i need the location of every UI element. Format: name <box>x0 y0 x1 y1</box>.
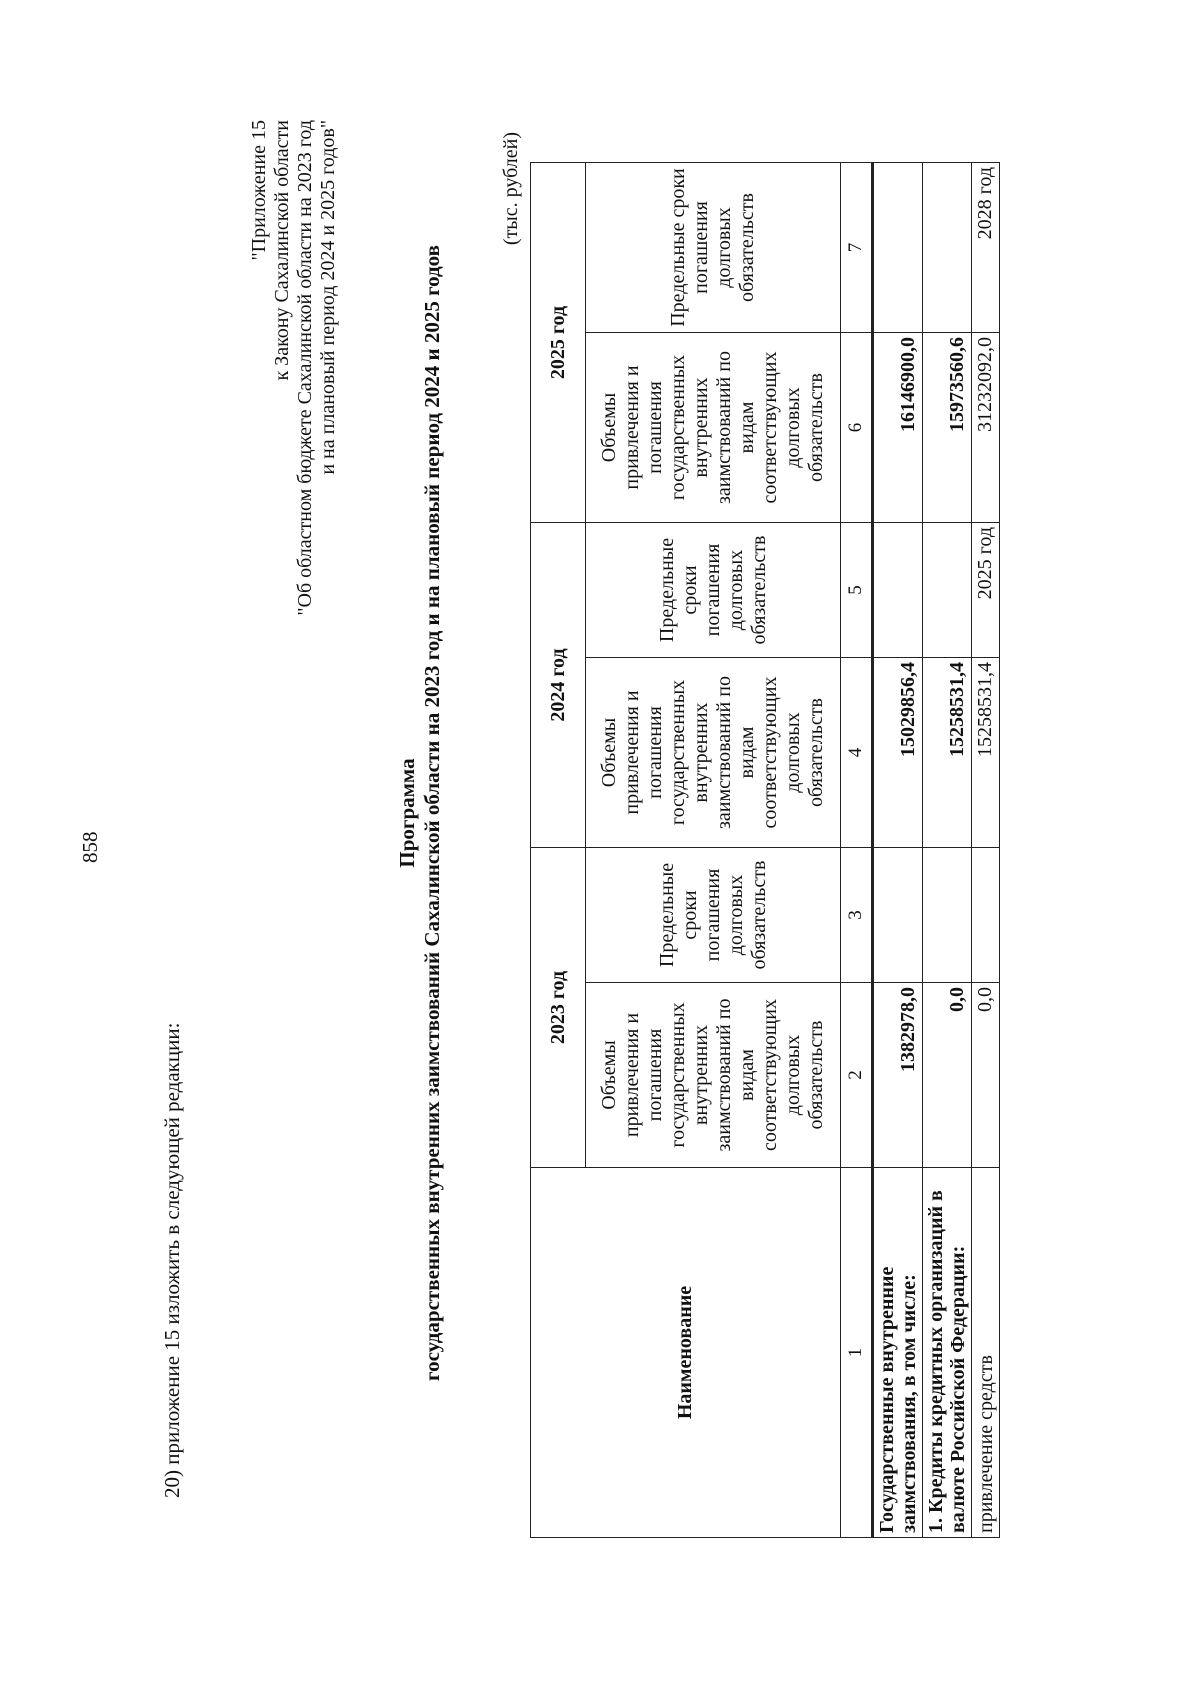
title-line: Программа <box>395 758 419 868</box>
column-number: 1 <box>841 1168 873 1538</box>
volume-header: Объемы привлечения и погашения государственных внутренних заимствований по видам соответствующих долговых обязательств <box>586 658 841 848</box>
intro-line: 20) приложение 15 изложить в следующей редакции: <box>160 1022 184 1498</box>
year-header-2023: 2023 год <box>531 848 586 1168</box>
column-number: 5 <box>841 523 873 658</box>
term-2025 <box>923 163 972 333</box>
row-name: привлечение средств <box>972 1168 1000 1538</box>
volume-2024: 15258531,4 <box>923 658 972 848</box>
column-number: 2 <box>841 983 873 1168</box>
volume-2025: 16146900,0 <box>873 333 923 523</box>
row-name: Государственные внутренние заимствования, в том числе: <box>873 1168 923 1538</box>
appendix-reference <box>248 120 340 616</box>
column-number: 6 <box>841 333 873 523</box>
term-2024 <box>873 523 923 658</box>
volume-2025: 15973560,6 <box>923 333 972 523</box>
volume-header: Объемы привлечения и погашения государственных внутренних заимствований по видам соответствующих долговых обязательств <box>586 333 841 523</box>
column-number: 7 <box>841 163 873 333</box>
term-2023 <box>923 848 972 983</box>
term-2024: 2025 год <box>972 523 1000 658</box>
term-2025: 2028 год <box>972 163 1000 333</box>
page-number: 858 <box>78 831 102 863</box>
column-number: 4 <box>841 658 873 848</box>
table-row <box>873 163 923 1538</box>
table-row <box>972 163 1000 1538</box>
year-header-2025: 2025 год <box>531 163 586 523</box>
term-2024 <box>923 523 972 658</box>
appendix-line: "Об областном бюджете Сахалинской области на 2023 год <box>294 120 316 616</box>
appendix-line: "Приложение 15 <box>248 120 270 261</box>
volume-2023: 1382978,0 <box>873 983 923 1168</box>
volume-2025: 31232092,0 <box>972 333 1000 523</box>
program-title <box>395 163 445 1463</box>
term-header: Предельные сроки погашения долговых обязательств <box>586 848 841 983</box>
volume-2024: 15258531,4 <box>972 658 1000 848</box>
appendix-line: и на плановый период 2024 и 2025 годов" <box>317 120 339 475</box>
volume-2023: 0,0 <box>923 983 972 1168</box>
unit-label: (тыс. рублей) <box>500 132 522 246</box>
volume-2023: 0,0 <box>972 983 1000 1168</box>
year-header-2024: 2024 год <box>531 523 586 848</box>
term-header: Предельные сроки погашения долговых обязательств <box>586 163 841 333</box>
term-2025 <box>873 163 923 333</box>
term-2023 <box>972 848 1000 983</box>
volume-header: Объемы привлечения и погашения государственных внутренних заимствований по видам соответствующих долговых обязательств <box>586 983 841 1168</box>
appendix-line: к Закону Сахалинской области <box>271 120 293 381</box>
borrowing-program-table <box>530 162 1000 1538</box>
row-name: 1. Кредиты кредитных организаций в валюте Российской Федерации: <box>923 1168 972 1538</box>
term-header: Предельные сроки погашения долговых обязательств <box>586 523 841 658</box>
term-2023 <box>873 848 923 983</box>
table-row <box>923 163 972 1538</box>
volume-2024: 15029856,4 <box>873 658 923 848</box>
name-column-header: Наименование <box>531 1168 841 1538</box>
column-numbers-row <box>841 163 873 1538</box>
column-number: 3 <box>841 848 873 983</box>
title-line: государственных внутренних заимствований Сахалинской области на 2023 год и на плановый период 2024 и 2025 годов <box>420 245 444 1381</box>
